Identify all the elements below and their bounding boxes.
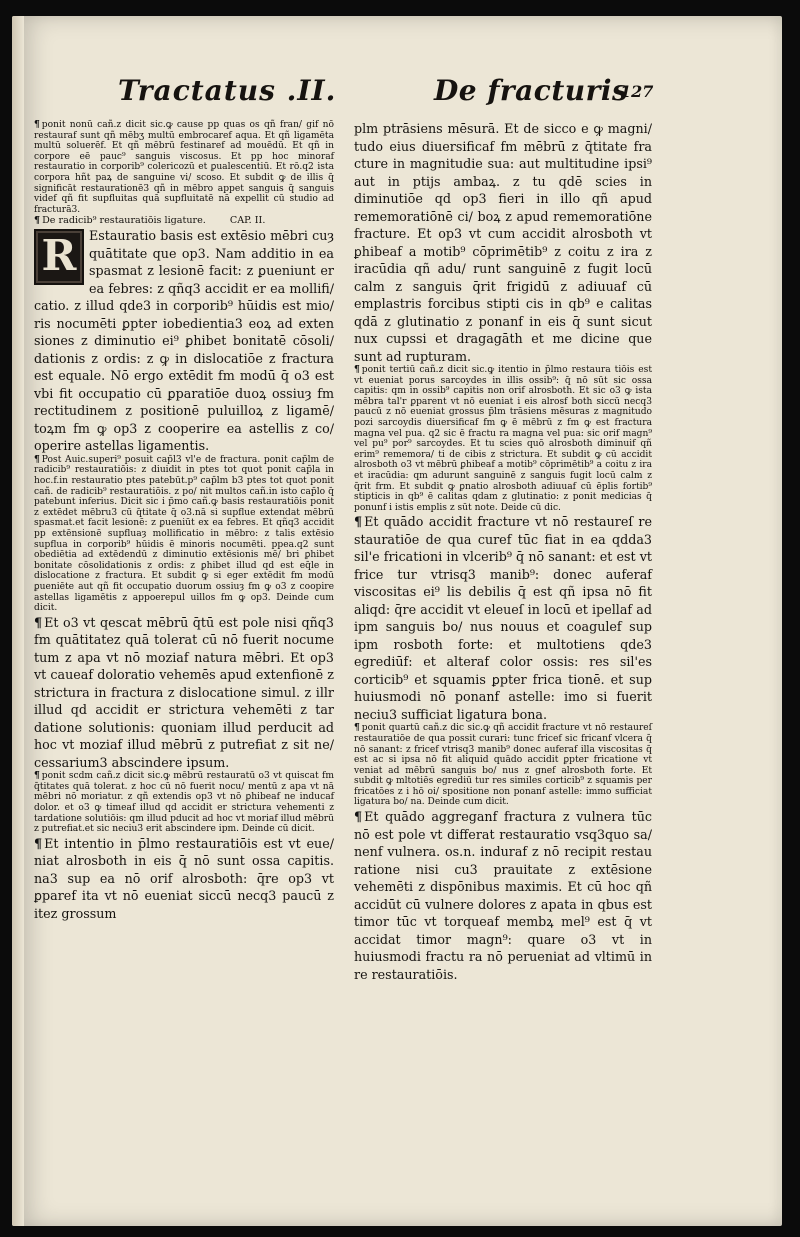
decorated-initial: R xyxy=(34,229,84,285)
canon-paragraph: ¶ Et quādo accidit fracture vt nō restaureſ re stauratiōe de qua curef tūc fiat in ea qdda3 sil'e fricationi in vlcerib⁹ q̄ nō sanant: et est vt frice tur vtrisq3 manib⁹: donec auferaf viscositas ei⁹ lis debilis q̄ est qñ ipsa nō fit aliqd: q̄re accidit vt eleueſ in locū et ipellaf ad ipm sanguis bo/ nus nouus et coagulef sup ipm rosboth forte: et multotiens qde3 egrediūf: et alteraf color ossis: res sil'es corticib⁹ et squamis ꝑpter frica tionē. et sup huiusmodi nō ponanf astelle: imo si fuerit neciu3 sufficiat ligatura bona. xyxy=(354,514,652,722)
right-column xyxy=(354,120,652,983)
canon-paragraph: R Estauratio basis est extēsio mēbri cuȝ quātitate que op3. Nam additio in ea spasmat z lesionē facit: z ꝑueniunt er ea febres: z qñq3 accidit er ea mollifi/ catio. z illud qde3 in corporib⁹ hūidis est mio/ ris nocumēti ꝑpter iobedientia3 eoꝝ ad exten siones z diminutio ei⁹ ꝑhibet bonitatē cōsoli/ dationis z ordis: z ꝙ in dislocatiōe z fractura est equale. Nō ergo extēdit fm modū q̄ o3 est vbi fit occupatio cū ꝑparatiōe duoꝝ ossiuȝ fm rectitudinem z positionē puluilloꝝ z ligamē/ toꝝm fm ꝙ op3 z cooperire ea astellis z co/ operire astellas ligamentis. xyxy=(34,228,334,454)
pilcrow-icon: ¶ xyxy=(34,770,40,782)
pilcrow-icon: ¶ xyxy=(34,453,40,465)
chapter-heading-text: De radicib⁹ restauratiōis ligature. xyxy=(42,215,206,227)
pilcrow-icon: ¶ xyxy=(34,215,41,227)
canon-paragraph: ¶ Et quādo aggreganf fractura z vulnera tūc nō est pole vt differat restauratio vsq3quo sa/ nenf vulnera. os.n. induraf z nō recipit restau ratione nisi cu3 prauitate z extēsione vehemēti z dispōnibus maximis. Et cū hoc qñ accidūt cū vulnere dolores z apata in qbus est timor tūc vt torqueaf membꝝ mel⁹ est q̄ vt accidat timor magn⁹: quare o3 vt in huiusmodi fractu ra nō perueniat ad vltimū in re restauratiōis. xyxy=(354,809,652,982)
pilcrow-icon: ¶ xyxy=(354,809,363,825)
pilcrow-icon: ¶ xyxy=(354,722,360,734)
book-page xyxy=(12,16,782,1226)
header-left-title: Tractatus .II. xyxy=(118,74,337,107)
commentary-paragraph: ¶ ponit scdm cañ.z dicit sic.ꝙ mēbrū restauratū o3 vt quiscat fm q̄titates quā tolerat. z hoc cū nō fuerit nocu/ mentū z apa vt nā mēbri nō moriatur. z qñ extendis op3 vt nō ꝑhibeaf ne inducaf dolor. et o3 ꝙ timeaf illud qd accidit er strictura vehementi z tardatione solutiōis: qm illud pducit ad hoc vt moriaf illud mēbrū z putrefiat.et sic neciu3 erit abscindere ipm. Deinde cū dicit. xyxy=(34,770,334,835)
left-column xyxy=(34,120,334,922)
commentary-paragraph: ¶ ponit nonū cañ.z dicit sic.ꝙ cause pp quas os qñ fran/ gif nō restauraf sunt qñ mēbʒ multū embrocaref aqua. Et qñ ligamēta multū soluerēf. Et qñ mēbrū festinaref ad mouēdū. Et qñ in corpore eē pauc⁹ sanguis viscosus. Et pp hoc minoraf restauratio in corporib⁹ colericozū et ꝑualescentiū. Et rō.q2 ista corpora hñt paꝝ de sanguine vi/ scoso. Et subdit ꝙ de illis q̄ significāt restaurationē3 qñ in mēbro appet sanguis q̄ sanguis videf qñ fit supfluitas quā supfluitatē nā expellit cū studio ad fracturā3. xyxy=(34,119,334,215)
commentary-paragraph: ¶ Post Auic.superi⁹ posuit cap̄l3 vl'e de fractura. ponit cap̄lm de radicib⁹ restauratiōis: z diuidit in ptes tot quot ponit cap̄la in hoc.f.in restauratio ptes patebūt.p⁹ cap̄lm b3 ptes tot quot ponit cañ. de radicib⁹ restauratiōis. z po/ nit multos cañ.in isto cap̄lo q̄ patebunt inferius. Dicit sic i p̄mo cañ.ꝙ basis restauratiōis ponit z extēdet mēbru3 cū q̄titate q̄ o3.nā si supflue extendat mēbrū spasmat.et facit lesionē: z ꝑueniūt ex ea febres. Et qñq3 accidit pp extēnsionē supfluaȝ mollificatio in mēbro: z talis extēsio supflua in corporib⁹ hūidis ē minoris nocumēti. ppea.q2 sunt obediētia ad extēdendū z diminutio extēsionis mē/ bri ꝑhibet bonitate cōsolidationis z ordis: z ꝑhibet illud qd est eq̄le in dislocatione z fractura. Et subdit ꝙ si eger extēdit fm modū ꝑueniēte aut qñ fit occupatio duorum ossiuȝ fm ꝙ o3 z coopire astellas ligamētis z appoerepul uillos fm ꝙ op3. Deinde cum dicit. xyxy=(34,453,334,614)
commentary-paragraph: ¶ ponit tertiū cañ.z dicit sic.ꝙ itentio in p̄lmo restaura tiōis est vt eueniat porus sarcoydes in illis ossib⁹: q̄ nō sūt sic ossa capitis: qm in ossib⁹ capitis non orif alrosboth. Et sic o3 ꝙ ista mēbra tal'r ꝑparent vt nō eueniat i eis alrosf both siccū necq3 paucū z nō eueniat grossus p̄lm trāsiens mēsuras z magnitudo pozi sarcoydis diuersificaf fm ꝙ ē mēbrū z fm ꝙ est fractura magna vel pua. q2 sic ē fractu ra magna vel pua: sic orif magn⁹ vel pu⁹ por⁹ sarcoydes. Et tu scies quō alrosboth diminuif qñ erim⁹ rememora/ ti de cibis z strictura. Et subdit ꝙ cū accidit alrosboth o3 vt mēbrū ꝑhibeaf a motib⁹ cōprimētib⁹ a coitu z ira et iracūdia: qm adurunt sanguinē z sanguis fugit locū calm z q̄rit frm. Et subdit ꝙ ꝑnatio alrosboth adiuuaf cū ēplis fortib⁹ stipticis in qb⁹ ē calitas qdam z glutinatio: z ponit medicias q̄ ponunf i istis emplis z sūt note. Deide cū dic. xyxy=(354,364,652,513)
pilcrow-icon: ¶ xyxy=(34,835,43,851)
header-right-title: De fracturis xyxy=(434,74,629,107)
pilcrow-icon: ¶ xyxy=(34,119,40,130)
pilcrow-icon: ¶ xyxy=(34,614,43,630)
page-number: 127 xyxy=(620,82,654,101)
pilcrow-icon: ¶ xyxy=(354,514,363,530)
running-header xyxy=(12,74,782,118)
commentary-paragraph: ¶ ponit quartū cañ.z dic sic.ꝙ qñ accidit fracture vt nō restaureſ restauratiōe de qua possit curari: tunc fricef sic fricanf vlcera q̄ nō sanant: z fricef vtrisq3 manib⁹ donec auferaf illa viscositas q̄ est ac si ipsa nō fit aliquid quādo accidit ꝑpter fricatione vt veniat ad mēbrū sanguis bo/ nus z gnef alrosboth forte. Et subdit ꝙ mltotiēs egrediū tur res similes corticib⁹ z squamis per fricatōes z i hō oi/ spositione non ponanf astelle: immo sufficiat ligatura bo/ na. Deinde cum dicit. xyxy=(354,722,652,808)
chapter-number: CAP. II. xyxy=(229,215,266,227)
pilcrow-icon: ¶ xyxy=(354,364,360,375)
page-spine-shadow xyxy=(12,16,24,1226)
canon-paragraph: plm ptrāsiens mēsurā. Et de sicco e ꝙ magni/ tudo eius diuersificaf fm mēbrū z q̄titate fra cture in magnitudie sua: aut multitudine ipsi⁹ aut in ptijs ambaꝝ. z tu qdē scies in diminutiōe qd op3 fieri in illo qñ apud rememoratiōnē ci/ boꝝ z apud rememoratiōne fracture. Et op3 vt cum accidit alrosboth vt ꝑhibeaf a motib⁹ cōprimētib⁹ z coitu z ira z iracūdia qñ adu/ runt sanguinē z fugit locū calm z sanguis q̄rit frigidū z adiuuaf cū emplastris forcibus stipti cis in qb⁹ e calitas qdā z glutinatio z ponanf in eis q̄ sunt sicut nux cupssi et dragagāth et me dicine que sunt ad rupturam. xyxy=(354,121,652,364)
chapter-heading xyxy=(34,215,334,227)
canon-paragraph: ¶ Et o3 vt qescat mēbrū q̄tū est pole nisi qñq3 fm quātitatez quā tolerat cū nō fuerit nocume tum z apa vt nō moziaf natura mēbri. Et op3 vt caueaf doloratio vehemēs apud extenfionē z strictura in fractura z dislocatione simul. z illr illud qd accidit er strictura vehemēti z tar datione solutionis: quoniam illud perducit ad hoc vt moziaf illud mēbrū z putrefiat z sit ne/ cessarium3 abscindere ipsum. xyxy=(34,614,334,770)
canon-paragraph: ¶ Et intentio in p̄lmo restauratiōis est vt eue/ niat alrosboth in eis q̄ nō sunt ossa capitis. na3 sup ea nō orif alrosboth: q̄re op3 vt ꝑparef ita vt nō eueniat siccū necq3 paucū z itez grossum xyxy=(34,835,334,921)
